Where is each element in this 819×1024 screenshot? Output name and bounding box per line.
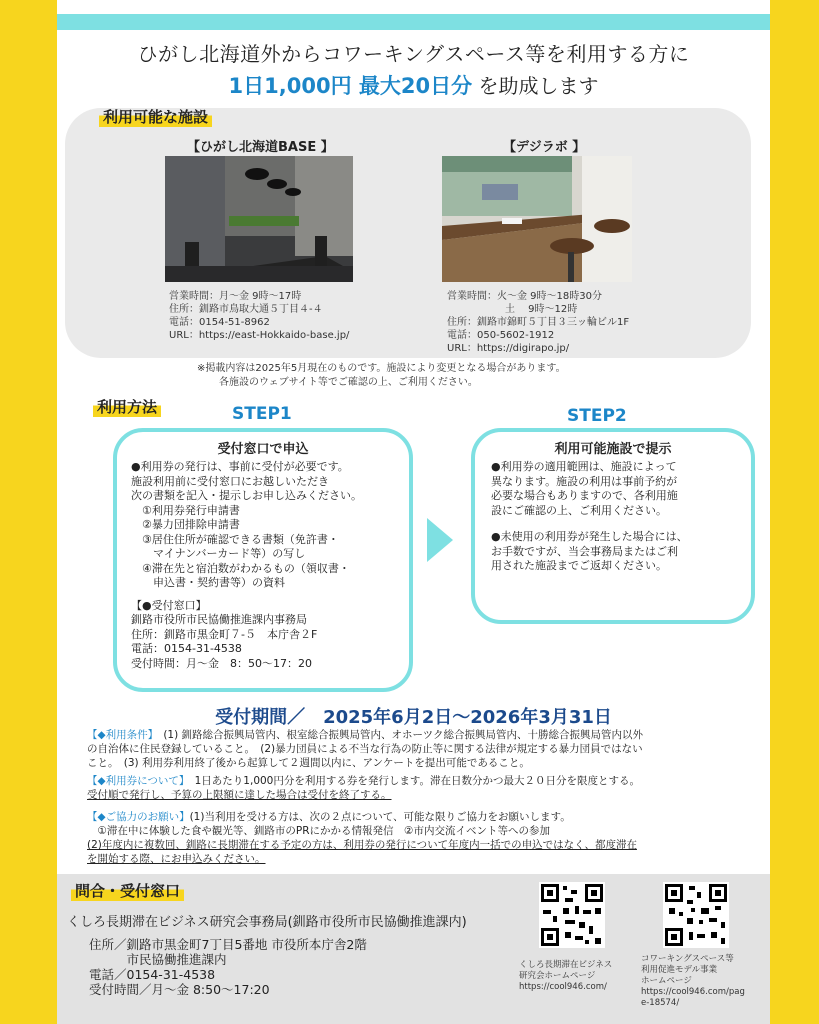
step1-window-1: 釧路市役所市民協働推進課内事務局 (131, 613, 307, 626)
facility-1-url[interactable]: URL：https://east-Hokkaido-base.jp/ (169, 330, 350, 341)
step1-title: 受付窓口で申込 (217, 442, 309, 457)
step2-body2-3: 用された施設までご返却ください。 (491, 559, 667, 572)
step1-body-8: ④滞在先と宿泊数がわかるもの（領収書・ (131, 561, 350, 575)
step2-box (471, 428, 755, 624)
step1-body-6: ③居住住所が確認できる書類（免許書・ (131, 532, 339, 546)
step2-body1-4: 設にご確認の上、ご利用ください。 (491, 503, 667, 517)
step2-body1-2: 異なります。施設の利用は事前予約が (491, 474, 678, 488)
contact-org: くしろ長期滞在ビジネス研究会事務局(釧路市役所市民協働推進課内) (67, 915, 467, 930)
facility-2-address: 住所：釧路市錦町５丁目３三ッ輪ビル1F (447, 317, 630, 328)
top-accent-bar (57, 14, 770, 30)
step2-label: STEP2 (567, 406, 627, 426)
step2-body1-1: ●利用券の適用範囲は、施設によって (491, 460, 677, 473)
headline-line1: ひがし北海道外からコワーキングスペース等を利用する方に (137, 42, 690, 66)
facility-1-address: 住所：釧路市鳥取大通５丁目４-４ (169, 304, 323, 315)
coworking-room-image (165, 156, 353, 282)
headline-suffix: を助成します (472, 74, 599, 98)
facility-1-info (169, 290, 349, 342)
facility-1-photo (165, 156, 353, 282)
step1-window-title: 【●受付窓口】 (131, 598, 207, 612)
contact-panel (57, 874, 770, 1024)
step2-title: 利用可能施設で提示 (554, 442, 672, 457)
condition-1-label: 【◆利用条件】 (87, 729, 153, 741)
facility-1-phone: 電話：0154-51-8962 (169, 317, 270, 328)
condition-3-label: 【◆ご協力のお願い】 (87, 811, 190, 823)
facility-1-name: 【ひがし北海道BASE 】 (187, 140, 334, 155)
conditions-cooperation: 【◆ご協力のお願い】(1)当利用を受ける方は、次の２点について、可能な限りご協力をお願いします。 ①滞在中に体験した食や観光等、釧路市のPRにかかる情報発信 ②市内交流イベント等への参加 (2)年度内に複数回、釧路に長期滞在する予定の方は、利用券の発行について年度内一括での申込ではなく、都度滞在 を開始する際、にお申込みください。 (87, 811, 637, 865)
step2-body2-1: ●未使用の利用券が発生した場合には、 (491, 530, 688, 543)
step-arrow-icon (427, 518, 453, 562)
step1-window-3: 電話：0154-31-4538 (131, 642, 242, 655)
qr-code-icon[interactable] (539, 882, 605, 948)
facility-2-hours-sat: 土 9時～12時 (505, 304, 578, 315)
step1-body-1: ●利用券の発行は、事前に受付が必要です。 (131, 460, 349, 473)
contact-section-label: 問合・受付窓口 (71, 880, 184, 901)
step2-body1-3: 必要な場合もありますので、各利用施 (491, 489, 678, 502)
qr1-caption: くしろ長期滞在ビジネス 研究会ホームページ https://cool946.com/ (519, 960, 613, 992)
facility-2-phone: 電話：050-5602-1912 (447, 330, 555, 341)
facility-1-hours: 営業時間：月～金 9時～17時 (169, 291, 302, 302)
qr2-caption: コワーキングスペース等 利用促進モデル事業 ホームページ https://cool946.com/pag e-18574/ (641, 954, 745, 1008)
step1-window-2: 住所：釧路市黒金町７-５ 本庁舎２F (131, 627, 318, 641)
facility-2-hours: 営業時間：火～金 9時～18時30分 (447, 291, 602, 302)
step1-body-3: 次の書類を記入・提示しお申し込みください。 (131, 489, 362, 502)
application-period: 受付期間／ 2025年6月2日～2026年3月31日 (215, 707, 612, 728)
conditions-usage: 【◆利用条件】 (1) 釧路総合振興局管内、根室総合振興局管内、オホーツク総合振興局管内、十勝総合振興局管内以外 の自治体に住民登録していること。 (2)暴力団員による不当な行為の防止等に関する法律が規定する暴力団員ではない こと。 (3) 利用券利用終了後から起算して２週間以内に、アンケートを提出可能であること。 (87, 729, 644, 769)
condition-2-label: 【◆利用券について】 (87, 775, 185, 787)
facilities-panel (65, 108, 751, 358)
facilities-section-label: 利用可能な施設 (99, 106, 212, 127)
conditions-ticket: 【◆利用券について】 1日あたり1,000円分を利用する券を発行します。滞在日数分かつ最大２０日分を限度とする。 受付順で発行し、予算の上限額に達した場合は受付を終了する。 (87, 775, 641, 801)
step1-label: STEP1 (232, 404, 292, 424)
facility-2-name: 【デジラボ 】 (503, 140, 586, 155)
facility-note: ※掲載内容は2025年5月現在のものです。施設により変更となる場合があります。 各施設のウェブサイト等でご確認の上、ご利用ください。 (197, 363, 566, 388)
step1-body-9: 申込書・契約書等）の資料 (131, 576, 285, 589)
headline-line2 (57, 70, 770, 100)
headline-highlight: 1日1,000円 最大20日分 (228, 74, 473, 98)
flyer-sheet (57, 0, 770, 1024)
facility-2-photo (442, 156, 632, 282)
step1-window-4: 受付時間：月～金 8：50～17：20 (131, 656, 312, 670)
step1-body-7: マイナンバーカード等）の写し (131, 547, 306, 560)
step1-body-5: ②暴力団排除申請書 (131, 518, 240, 531)
step2-body2-2: お手数ですが、当会事務局またはご利 (491, 544, 678, 558)
coworking-counter-image (442, 156, 632, 282)
usage-section-label: 利用方法 (93, 396, 161, 417)
contact-lines: 住所／釧路市黒金町7丁目5番地 市役所本庁舎2階 市民協働推進課内 電話／0154-31-4538 受付時間／月～金 8:50～17:20 (89, 937, 367, 997)
step1-box (113, 428, 413, 692)
facility-2-info (447, 290, 629, 355)
facility-2-url[interactable]: URL：https://digirapo.jp/ (447, 343, 570, 354)
step1-body-4: ①利用券発行申請書 (131, 503, 240, 517)
step1-body-2: 施設利用前に受付窓口にお越しいただき (131, 474, 329, 488)
qr-code-icon[interactable] (663, 882, 729, 948)
